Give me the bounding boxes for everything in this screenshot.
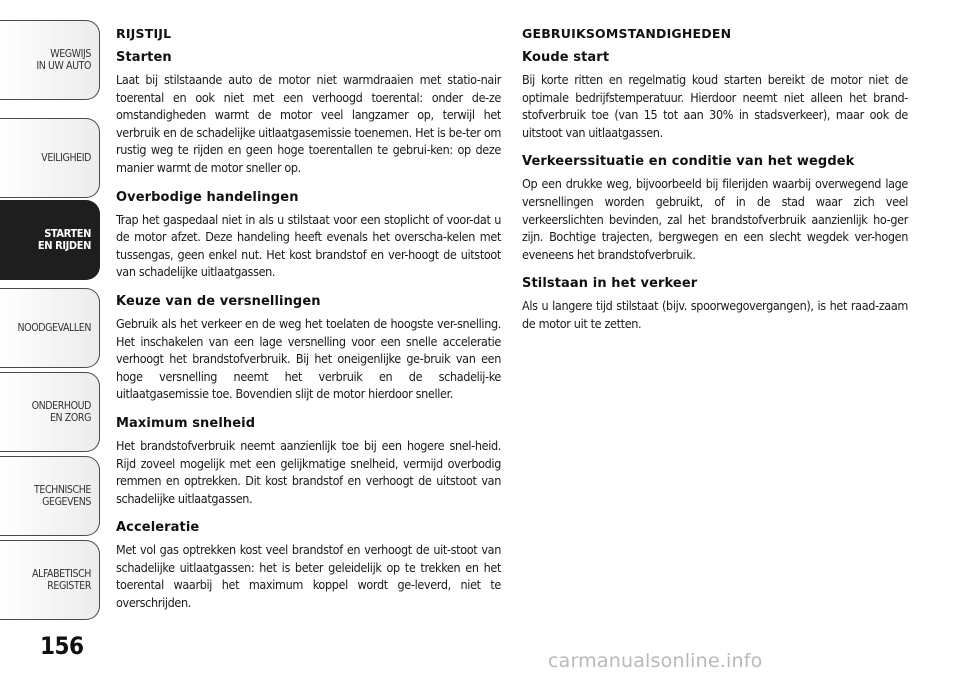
- paragraph-keuze-versnellingen: Gebruik als het verkeer en de weg het toelaten de hoogste ver-snelling. Het inschakelen van een lage versnelling voor een snelle acceleratie verhoogt het brandstofverbruik. Bij het oneigenlijke ge-bruik van een hoge versnelling neemt het verbruik en de schadelij-ke uitlaatgasemissie toe. Bovendien slijt de motor hierdoor sneller.: [116, 315, 501, 402]
- paragraph-maximum-snelheid: Het brandstofverbruik neemt aanzienlijk toe bij een hogere snel-heid. Rijd zoveel mogelijk met een gelijkmatige snelheid, vermijd overbodig remmen en optrekken. Dit kost brandstof en verhoogt de uitstoot van schadelijke uitlaatgassen.: [116, 437, 501, 506]
- subheading-stilstaan: Stilstaan in het verkeer: [522, 276, 698, 292]
- section-title-gebruiksomstandigheden: GEBRUIKSOMSTANDIGHEDEN: [522, 26, 732, 41]
- subheading-verkeerssituatie: Verkeerssituatie en conditie van het wegdek: [522, 154, 855, 170]
- subheading-acceleratie: Acceleratie: [116, 520, 200, 536]
- paragraph-overbodige-handelingen: Trap het gaspedaal niet in als u stilstaat voor een stoplicht of voor-dat u de motor afzet. Deze handeling heeft evenals het overscha-kelen met tussengas, geen enkel nut. Het kost brandstof en ver-hoogt de uitstoot van schadelijke uitlaatgassen.: [116, 211, 501, 280]
- paragraph-acceleratie: Met vol gas optrekken kost veel brandstof en verhoogt de uit-stoot van schadelijke uitlaatgassen: het is beter geleidelijk op te trekken en het toerental waarbij het maximum koppel wordt ge-leverd, niet te overschrijden.: [116, 542, 501, 611]
- paragraph-verkeerssituatie: Op een drukke weg, bijvoorbeeld bij filerijden waarbij overwegend lage versnellingen worden gebruikt, of in de stad waar zich veel verkeerslichten bevinden, zal het brandstofverbruik aanzienlijk ho-ger zijn. Bochtige trajecten, bergwegen en een slecht wegdek ver-hogen eveneens het brandstofverbruik.: [522, 176, 908, 262]
- tab-wegwijs[interactable]: [0, 20, 100, 100]
- left-column: [116, 26, 501, 625]
- tab-label: WEGWIJS IN UW AUTO: [36, 48, 91, 72]
- tab-veiligheid[interactable]: [0, 118, 100, 198]
- subheading-koude-start: Koude start: [522, 50, 610, 65]
- tab-technische-gegevens[interactable]: [0, 456, 100, 536]
- tab-label: STARTEN EN RIJDEN: [37, 227, 91, 252]
- subheading-starten: Starten: [116, 50, 172, 65]
- tab-label: TECHNISCHE GEGEVENS: [34, 484, 91, 508]
- tab-starten-en-rijden[interactable]: [0, 200, 100, 280]
- tab-alfabetisch-register[interactable]: [0, 540, 100, 620]
- subheading-maximum-snelheid: Maximum snelheid: [116, 415, 256, 431]
- subheading-keuze-versnellingen: Keuze van de versnellingen: [116, 293, 321, 309]
- page-number: 156: [40, 632, 84, 660]
- tab-label: ALFABETISCH REGISTER: [32, 568, 91, 592]
- paragraph-stilstaan: Als u langere tijd stilstaat (bijv. spoorwegovergangen), is het raad-zaam de motor uit te zetten.: [522, 298, 908, 331]
- watermark: carmanualsonline.info: [548, 650, 763, 672]
- tab-label: VEILIGHEID: [41, 152, 91, 164]
- tab-label: ONDERHOUD EN ZORG: [31, 400, 91, 424]
- tab-onderhoud-en-zorg[interactable]: [0, 372, 100, 452]
- paragraph-koude-start: Bij korte ritten en regelmatig koud starten bereikt de motor niet de optimale bedrijfstemperatuur. Hierdoor neemt niet alleen het brand-stofverbruik toe (van 15 tot aan 30% in stadsverkeer), maar ook de uitstoot van uitlaatgassen.: [522, 72, 908, 140]
- paragraph-starten: Laat bij stilstaande auto de motor niet warmdraaien met statio-nair toerental en ook niet met een verhoogd toerental: onder de-ze omstandigheden warmt de motor veel langzamer op, terwijl het verbruik en de schadelijke uitlaatgasemissie toenemen. Het is be-ter om rustig weg te rijden en geen hoge toerentallen te gebrui-ken: op deze manier warmt de motor sneller op.: [116, 72, 501, 175]
- chapter-tabs: [0, 0, 104, 677]
- tab-noodgevallen[interactable]: [0, 288, 100, 368]
- right-column: [522, 26, 908, 346]
- tab-label: NOODGEVALLEN: [17, 322, 91, 334]
- section-title-rijstijl: RIJSTIJL: [116, 26, 172, 41]
- subheading-overbodige-handelingen: Overbodige handelingen: [116, 189, 299, 205]
